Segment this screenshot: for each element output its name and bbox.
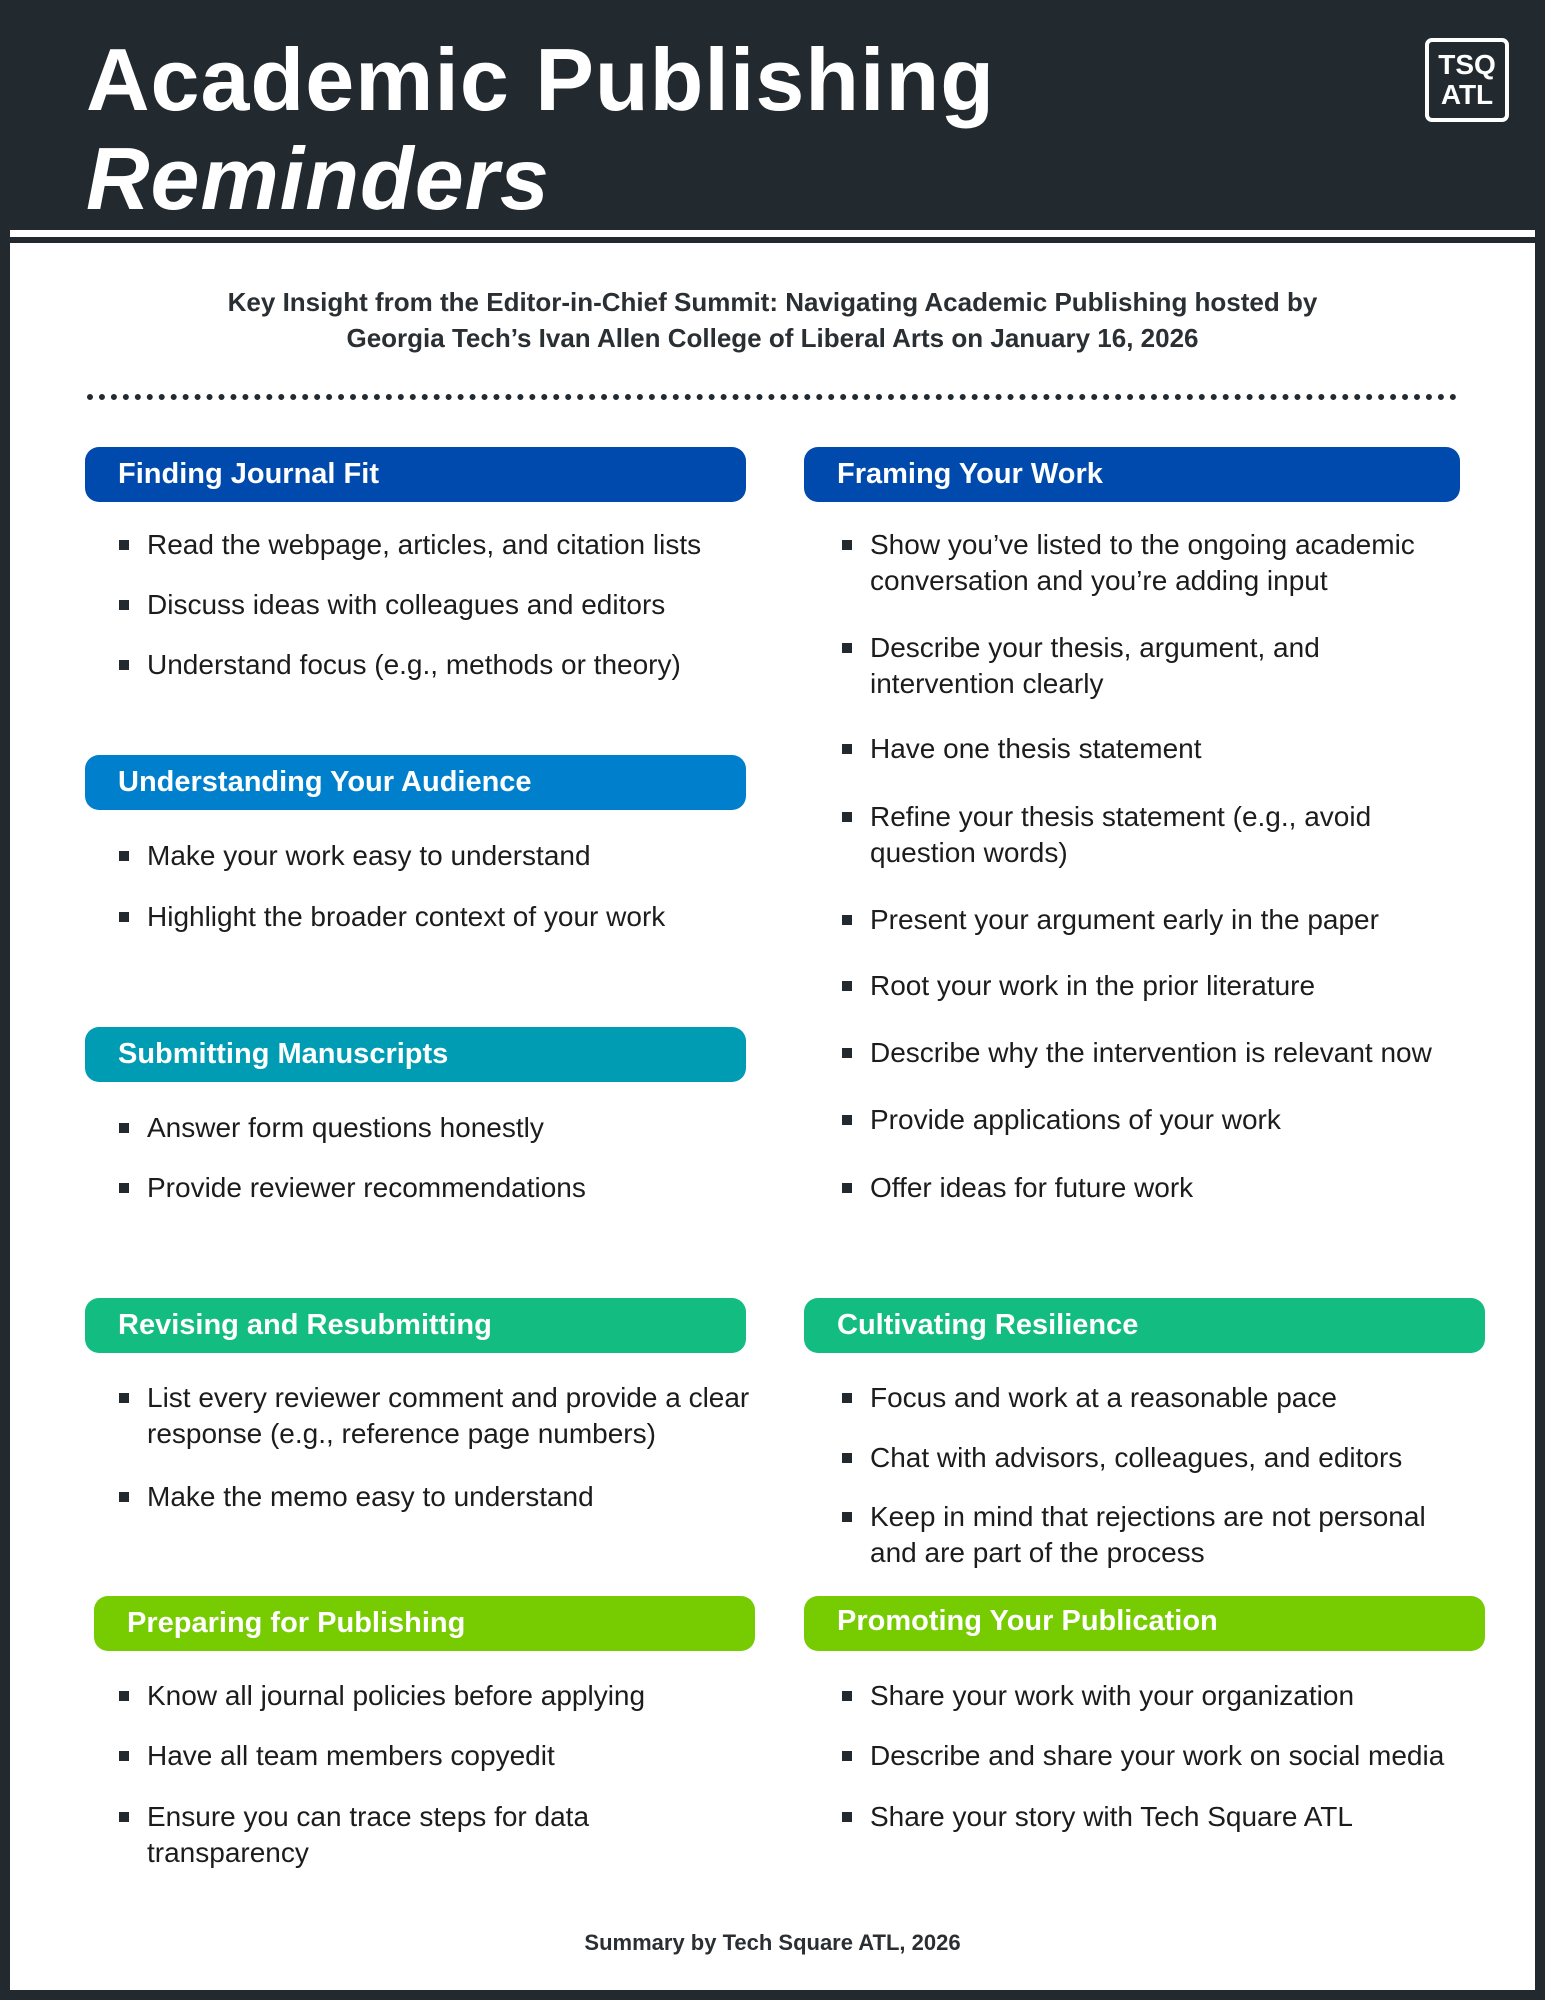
list-item: Answer form questions honestly bbox=[147, 1110, 767, 1146]
list-item: Focus and work at a reasonable pace bbox=[870, 1380, 1490, 1416]
list-item: Discuss ideas with colleagues and editors bbox=[147, 587, 767, 623]
header-divider bbox=[10, 230, 1535, 237]
list-item: Refine your thesis statement (e.g., avoid question words) bbox=[870, 799, 1430, 871]
section-header-understanding-audience: Understanding Your Audience bbox=[85, 755, 746, 810]
list-item: Provide reviewer recommendations bbox=[147, 1170, 767, 1206]
list-item: Provide applications of your work bbox=[870, 1102, 1490, 1138]
list-item: Make your work easy to understand bbox=[147, 838, 767, 874]
section-header-cultivating-resilience: Cultivating Resilience bbox=[804, 1298, 1485, 1353]
list-item: Read the webpage, articles, and citation lists bbox=[147, 527, 767, 563]
tsq-atl-logo bbox=[1425, 38, 1509, 122]
list-item: Root your work in the prior literature bbox=[870, 968, 1490, 1004]
list-item: Ensure you can trace steps for data transparency bbox=[147, 1799, 667, 1871]
list-item: Present your argument early in the paper bbox=[870, 902, 1490, 938]
section-header-preparing-publishing: Preparing for Publishing bbox=[94, 1596, 755, 1651]
list-item: Have all team members copyedit bbox=[147, 1738, 767, 1774]
list-item: Keep in mind that rejections are not personal and are part of the process bbox=[870, 1499, 1470, 1571]
subtitle bbox=[0, 284, 1545, 356]
list-item: Highlight the broader context of your work bbox=[147, 899, 767, 935]
logo-line-1: TSQ bbox=[1438, 49, 1496, 80]
list-item: Share your work with your organization bbox=[870, 1678, 1490, 1714]
list-item: Know all journal policies before applying bbox=[147, 1678, 767, 1714]
title-line-1: Academic Publishing bbox=[86, 30, 995, 129]
section-header-promoting-publication: Promoting Your Publication bbox=[804, 1596, 1485, 1651]
title-line-2: Reminders bbox=[86, 129, 550, 228]
list-item: Understand focus (e.g., methods or theory) bbox=[147, 647, 767, 683]
list-item: Share your story with Tech Square ATL bbox=[870, 1799, 1490, 1835]
list-item: Describe why the intervention is relevant now bbox=[870, 1035, 1490, 1071]
list-item: Make the memo easy to understand bbox=[147, 1479, 767, 1515]
logo-line-2: ATL bbox=[1440, 79, 1494, 110]
list-item: Show you’ve listed to the ongoing academic conversation and you’re adding input bbox=[870, 527, 1470, 599]
subtitle-line-2: Georgia Tech’s Ivan Allen College of Liberal Arts on January 16, 2026 bbox=[346, 323, 1199, 353]
section-header-submitting-manuscripts: Submitting Manuscripts bbox=[85, 1027, 746, 1082]
section-header-revising-resubmitting: Revising and Resubmitting bbox=[85, 1298, 746, 1353]
section-header-framing-your-work: Framing Your Work bbox=[804, 447, 1460, 502]
list-item: Offer ideas for future work bbox=[870, 1170, 1490, 1206]
list-item: Have one thesis statement bbox=[870, 731, 1490, 767]
list-item: Describe your thesis, argument, and intervention clearly bbox=[870, 630, 1390, 702]
section-header-finding-journal-fit: Finding Journal Fit bbox=[85, 447, 746, 502]
dotted-divider bbox=[87, 394, 1457, 400]
list-item: Describe and share your work on social media bbox=[870, 1738, 1490, 1774]
subtitle-line-1: Key Insight from the Editor-in-Chief Summit: Navigating Academic Publishing hosted by bbox=[227, 287, 1318, 317]
list-item: Chat with advisors, colleagues, and editors bbox=[870, 1440, 1490, 1476]
list-item: List every reviewer comment and provide a clear response (e.g., reference page numbers) bbox=[147, 1380, 762, 1452]
footer-credit: Summary by Tech Square ATL, 2026 bbox=[584, 1930, 961, 1955]
